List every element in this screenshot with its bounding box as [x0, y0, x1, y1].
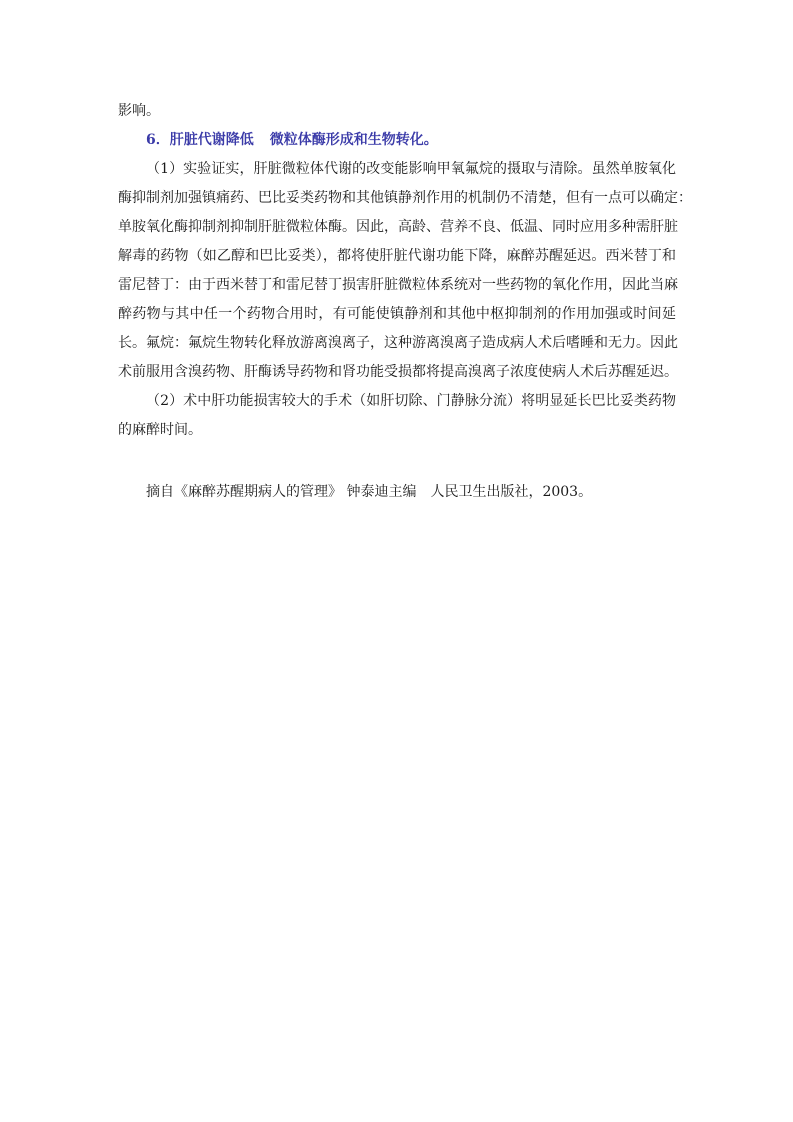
section-number: 6． [146, 132, 170, 148]
lead-text: 影响。 [118, 103, 160, 119]
paragraph-line: 解毒的药物（如乙醇和巴比妥类），都将使肝脏代谢功能下降，麻醉苏醒延迟。西米替丁和 [118, 248, 676, 264]
paragraph-line: 醉药物与其中任一个药物合用时，有可能使镇静剂和其他中枢抑制剂的作用加强或时间延 [118, 306, 676, 322]
paragraph-line: 的麻醉时间。 [118, 422, 202, 438]
citation: 摘自《麻醉苏醒期病人的管理》 钟泰迪主编 人民卫生出版社，2003。 [146, 484, 593, 500]
section-title: 肝脏代谢降低 [169, 132, 254, 148]
paragraph-1 [118, 155, 692, 387]
paragraph-line: 单胺氧化酶抑制剂抑制肝脏微粒体酶。因此，高龄、营养不良、低温、同时应用多种需肝脏 [118, 219, 678, 235]
document-page [118, 97, 692, 507]
paragraph-line: 术前服用含溴药物、肝酶诱导药物和肾功能受损都将提高溴离子浓度使病人术后苏醒延迟。 [118, 364, 678, 380]
paragraph-2 [118, 387, 678, 445]
paragraph-line: 长。氟烷：氟烷生物转化释放游离溴离子，这种游离溴离子造成病人术后嗜睡和无力。因此 [118, 335, 678, 351]
paragraph-line: 酶抑制剂加强镇痛药、巴比妥类药物和其他镇静剂作用的机制仍不清楚，但有一点可以确定： [118, 190, 692, 206]
paragraph-line: 雷尼替丁：由于西米替丁和雷尼替丁损害肝脏微粒体系统对一些药物的氧化作用，因此当麻 [118, 277, 678, 293]
section-heading [118, 126, 678, 155]
paragraph-line: （1）实验证实，肝脏微粒体代谢的改变能影响甲氧氟烷的摄取与清除。虽然单胺氧化 [146, 161, 676, 177]
paragraph-line: （2）术中肝功能损害较大的手术（如肝切除、门静脉分流）将明显延长巴比妥类药物 [146, 393, 676, 409]
section-subtitle: 微粒体酶形成和生物转化。 [269, 132, 438, 148]
